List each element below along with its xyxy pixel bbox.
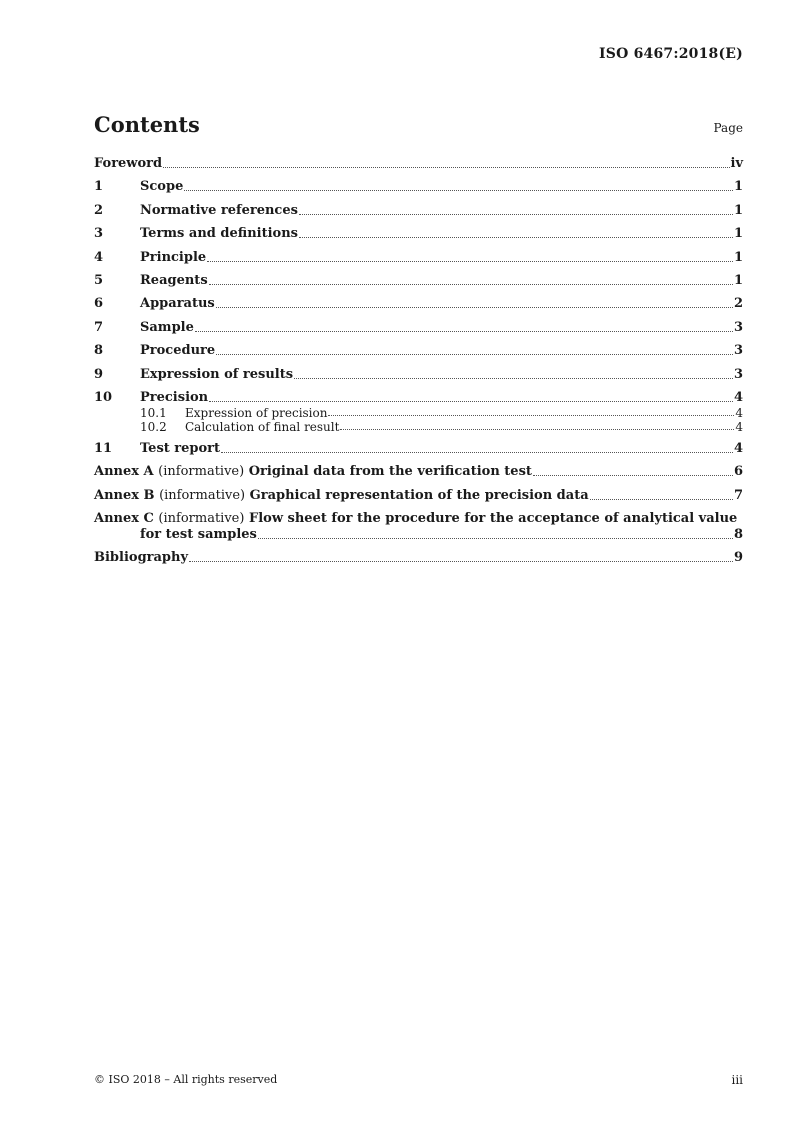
- annex-title: Graphical representation of the precision data: [249, 487, 589, 503]
- toc-page-number: 3: [733, 366, 743, 382]
- dot-leader: [258, 537, 733, 539]
- dot-leader: [590, 498, 733, 500]
- dot-leader: [189, 560, 733, 562]
- toc-label: [94, 511, 743, 527]
- toc-clause-number: 9: [94, 366, 104, 382]
- contents-header: [94, 112, 743, 137]
- dot-leader: [195, 330, 733, 332]
- toc-entry-annex-a[interactable]: [94, 464, 743, 480]
- dot-leader: [533, 474, 733, 476]
- toc-label: Foreword: [94, 156, 163, 171]
- toc-entry-clause-4[interactable]: [94, 250, 743, 266]
- page-column-label: Page: [713, 121, 743, 135]
- annex-prefix: Annex B: [94, 487, 155, 503]
- toc-label: Principle: [140, 249, 207, 265]
- toc-label: Sample: [140, 319, 194, 335]
- toc-label: Apparatus: [140, 296, 215, 312]
- toc-page-number: 7: [733, 487, 743, 503]
- toc-page-number: 2: [733, 296, 743, 312]
- dot-leader: [299, 236, 733, 238]
- toc-clause-number: 7: [94, 319, 104, 335]
- toc-label: Procedure: [140, 343, 216, 359]
- toc-entry-clause-3[interactable]: [94, 226, 743, 242]
- dot-leader: [209, 283, 733, 285]
- toc-clause-number: 11: [94, 440, 113, 456]
- dot-leader: [163, 166, 729, 168]
- dot-leader: [216, 353, 733, 355]
- toc-entry-bibliography[interactable]: [94, 550, 743, 566]
- toc-entry-annex-c[interactable]: [94, 511, 743, 543]
- toc-entry-clause-9[interactable]: [94, 367, 743, 383]
- annex-type: (informative): [158, 511, 245, 527]
- toc-clause-number: 3: [94, 226, 104, 242]
- dot-leader: [328, 414, 734, 416]
- toc-entry-clause-11[interactable]: [94, 441, 743, 457]
- toc-page-number: 1: [733, 179, 743, 195]
- annex-title-continuation: [94, 527, 743, 543]
- toc-page-number: iv: [730, 156, 743, 171]
- dot-leader: [294, 377, 733, 379]
- dot-leader: [340, 428, 734, 430]
- toc-clause-number: 10: [94, 389, 113, 405]
- dot-leader: [299, 213, 733, 215]
- dot-leader: [209, 400, 733, 402]
- toc-entry-clause-1[interactable]: [94, 179, 743, 195]
- toc-label: Normative references: [140, 202, 298, 218]
- toc-page-number: 1: [733, 202, 743, 218]
- toc-entry-clause-8[interactable]: [94, 343, 743, 359]
- toc-label: Calculation of final result: [185, 419, 340, 434]
- toc-label: [94, 464, 532, 480]
- annex-title: Original data from the verification test: [248, 464, 532, 480]
- page-title: Contents: [94, 112, 200, 137]
- toc-clause-number: 5: [94, 272, 104, 288]
- toc-entry-clause-10[interactable]: [94, 390, 743, 406]
- toc-entry-clause-6[interactable]: [94, 296, 743, 312]
- toc-label: Scope: [140, 179, 184, 195]
- page-number: iii: [731, 1073, 743, 1087]
- toc-page-number: 4: [733, 389, 743, 405]
- toc-page-number: 1: [733, 249, 743, 265]
- toc-page-number: 9: [733, 550, 743, 566]
- toc-clause-number: 8: [94, 343, 104, 359]
- toc-label: Test report: [140, 440, 221, 456]
- toc-page-number: 1: [733, 272, 743, 288]
- toc-entry-foreword[interactable]: [94, 156, 743, 172]
- annex-title: Flow sheet for the procedure for the acceptance of analytical value: [248, 511, 738, 527]
- toc-page-number: 4: [735, 419, 743, 434]
- dot-leader: [184, 189, 733, 191]
- toc-page-number: 6: [733, 464, 743, 480]
- toc-label: Precision: [140, 389, 209, 405]
- toc-label: Reagents: [140, 272, 208, 288]
- toc-page-number: 4: [733, 440, 743, 456]
- toc-clause-number: 2: [94, 202, 104, 218]
- toc-entry-subclause-10-2[interactable]: [94, 420, 743, 434]
- dot-leader: [207, 260, 733, 262]
- toc-clause-number: 4: [94, 249, 104, 265]
- toc-subclause-number: 10.2: [140, 419, 167, 434]
- toc-subclause-number: 10.1: [140, 405, 167, 420]
- annex-prefix: Annex A: [94, 464, 154, 480]
- toc-page-number: 8: [733, 527, 743, 543]
- toc-page-number: 1: [733, 226, 743, 242]
- toc-label: [94, 488, 589, 504]
- toc-clause-number: 1: [94, 179, 104, 195]
- toc-label: Bibliography: [94, 550, 189, 566]
- toc-entry-annex-b[interactable]: [94, 488, 743, 504]
- document-id: ISO 6467:2018(E): [599, 46, 743, 62]
- toc-clause-number: 6: [94, 296, 104, 312]
- toc-entry-clause-2[interactable]: [94, 203, 743, 219]
- copyright-notice: © ISO 2018 – All rights reserved: [94, 1073, 278, 1086]
- toc-label: Terms and definitions: [140, 226, 298, 242]
- toc-label: for test samples: [140, 527, 257, 543]
- toc-label: Expression of precision: [185, 405, 328, 420]
- toc-entry-clause-7[interactable]: [94, 320, 743, 336]
- toc-label: Expression of results: [140, 366, 294, 382]
- dot-leader: [221, 451, 733, 453]
- toc-page-number: 4: [735, 405, 743, 420]
- annex-type: (informative): [158, 464, 245, 480]
- annex-prefix: Annex C: [94, 511, 154, 527]
- dot-leader: [216, 306, 733, 308]
- annex-type: (informative): [159, 487, 246, 503]
- toc-entry-subclause-10-1[interactable]: [94, 406, 743, 420]
- toc-page-number: 3: [733, 343, 743, 359]
- toc-entry-clause-5[interactable]: [94, 273, 743, 289]
- table-of-contents: [94, 156, 743, 574]
- toc-page-number: 3: [733, 319, 743, 335]
